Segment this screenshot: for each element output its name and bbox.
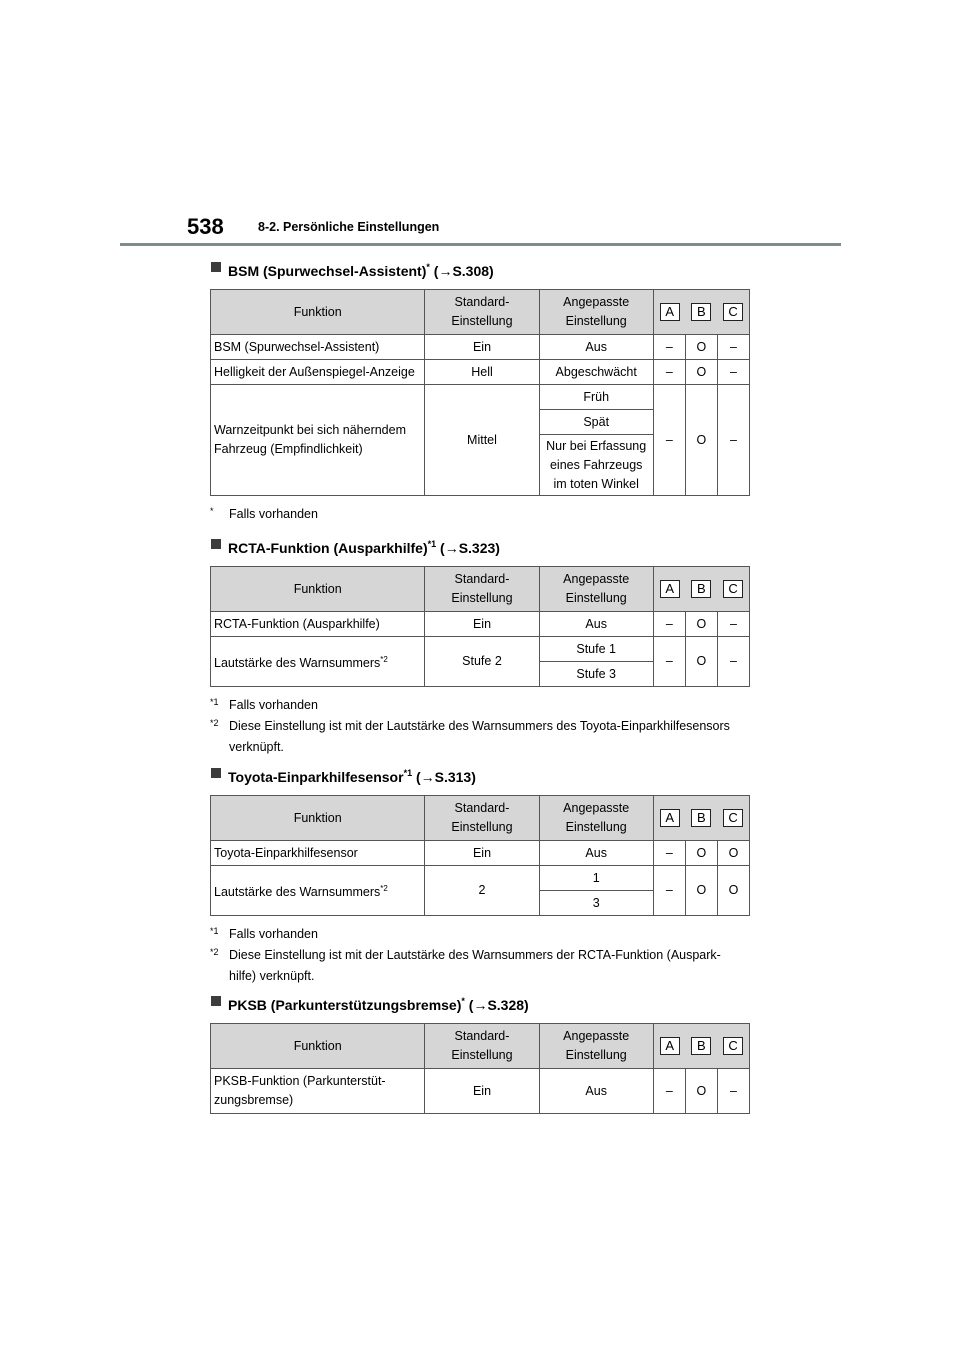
cell-a: – [653,360,685,385]
cell-a: – [653,385,685,496]
footnote-mark: * [426,262,430,272]
cell-custom: Früh [539,385,653,410]
header-standard: Standard- Einstellung [425,1024,539,1069]
table-row [211,612,750,637]
header-custom: Angepasste Einstellung [539,290,653,335]
cell-standard: Ein [425,612,539,637]
table-row [211,360,750,385]
cell-standard: 2 [425,866,539,916]
cell-a: – [653,1069,685,1114]
cell-function: PKSB-Funktion (Parkunterstüt- zungsbremse) [211,1069,425,1114]
cell-b: O [685,841,717,866]
cell-a: – [653,841,685,866]
header-standard: Standard- Einstellung [425,796,539,841]
section-title [210,533,770,555]
cell-a: – [653,335,685,360]
square-bullet-icon [211,262,221,272]
cell-c: O [717,866,749,916]
box-a-icon: A [660,303,680,321]
box-b-icon: B [691,303,711,321]
page-reference: (→S.313) [415,769,476,785]
cell-custom: Spät [539,410,653,435]
cell-function: Warnzeitpunkt bei sich näherndem Fahrzeug (Empfindlichkeit) [211,385,425,496]
cell-function: RCTA-Funktion (Ausparkhilfe) [211,612,425,637]
box-b-icon: B [691,809,711,827]
cell-standard: Ein [425,335,539,360]
cell-standard: Hell [425,360,539,385]
cell-custom: 1 [539,866,653,891]
box-b-icon: B [691,1037,711,1055]
cell-b: O [685,385,717,496]
page-number: 538 [187,214,224,239]
cell-function: Lautstärke des Warnsummers$^{*2}$ [211,637,425,687]
cell-function: BSM (Spurwechsel-Assistent) [211,335,425,360]
cell-custom: Abgeschwächt [539,360,653,385]
settings-table [210,566,750,687]
section-parking-sensor [210,762,770,987]
header-abc [653,796,749,841]
box-a-icon: A [660,580,680,598]
cell-b: O [685,866,717,916]
footnotes [210,695,770,758]
cell-b: O [685,1069,717,1114]
footnote: *2 Diese Einstellung ist mit der Lautstärke des Warnsummers der RCTA-Funktion (Auspark- hilfe) verknüpft. [210,947,721,983]
cell-custom: Aus [539,335,653,360]
table-row [211,866,750,891]
square-bullet-icon [211,539,221,549]
cell-c: – [717,612,749,637]
header-function: Funktion [211,567,425,612]
header-custom: Angepasste Einstellung [539,796,653,841]
box-b-icon: B [691,580,711,598]
header-custom: Angepasste Einstellung [539,1024,653,1069]
footnote: * Falls vorhanden [210,506,318,521]
header-function: Funktion [211,796,425,841]
cell-standard: Ein [425,841,539,866]
cell-custom: 3 [539,891,653,916]
cell-a: – [653,866,685,916]
settings-table [210,1023,750,1114]
cell-c: – [717,637,749,687]
cell-c: – [717,385,749,496]
footnote: *1 Falls vorhanden [210,697,318,712]
page-reference: (→S.323) [440,540,500,556]
section-title [210,762,770,784]
footnotes [210,924,770,987]
section-title-text: PKSB (Parkunterstützungsbremse) [228,997,462,1013]
cell-b: O [685,637,717,687]
cell-custom: Aus [539,1069,653,1114]
cell-c: – [717,360,749,385]
header-abc [653,1024,749,1069]
header-function: Funktion [211,1024,425,1069]
table-row [211,335,750,360]
section-bsm [210,256,770,525]
section-title [210,256,770,278]
table-row [211,385,750,410]
table-row [211,841,750,866]
footnote-mark: *1 [427,539,437,549]
cell-a: – [653,612,685,637]
page-reference: (→S.308) [433,263,494,279]
table-header-row [211,567,750,612]
table-row [211,1069,750,1114]
box-c-icon: C [723,303,743,321]
section-title [210,990,770,1012]
header-abc [653,290,749,335]
settings-table [210,289,750,496]
footnote: *2 Diese Einstellung ist mit der Lautstärke des Warnsummers des Toyota-Einparkhilfesensors verknüpft. [210,718,730,754]
footnote-mark: *1 [403,768,413,778]
box-c-icon: C [723,580,743,598]
cell-c: O [717,841,749,866]
cell-function: Helligkeit der Außenspiegel-Anzeige [211,360,425,385]
box-a-icon: A [660,809,680,827]
header-custom: Angepasste Einstellung [539,567,653,612]
section-rcta [210,533,770,758]
box-c-icon: C [723,809,743,827]
box-c-icon: C [723,1037,743,1055]
settings-table [210,795,750,916]
cell-custom: Aus [539,841,653,866]
cell-standard: Stufe 2 [425,637,539,687]
header-standard: Standard- Einstellung [425,290,539,335]
cell-standard: Mittel [425,385,539,496]
cell-standard: Ein [425,1069,539,1114]
section-pksb [210,990,770,1114]
table-header-row [211,290,750,335]
chapter-title: 8-2. Persönliche Einstellungen [258,220,440,234]
header-function: Funktion [211,290,425,335]
header-abc [653,567,749,612]
table-row [211,637,750,662]
cell-c: – [717,1069,749,1114]
square-bullet-icon [211,768,221,778]
cell-function: Toyota-Einparkhilfesensor [211,841,425,866]
footnotes [210,504,770,525]
footnote-mark: * [461,996,465,1006]
cell-custom: Nur bei Erfassung eines Fahrzeugs im toten Winkel [539,435,653,496]
footnote: *1 Falls vorhanden [210,926,318,941]
cell-function: Lautstärke des Warnsummers$^{*2}$ [211,866,425,916]
table-header-row [211,796,750,841]
cell-b: O [685,335,717,360]
cell-custom: Stufe 3 [539,662,653,687]
cell-b: O [685,360,717,385]
header-standard: Standard- Einstellung [425,567,539,612]
cell-c: – [717,335,749,360]
table-header-row [211,1024,750,1069]
section-title-text: RCTA-Funktion (Ausparkhilfe) [228,540,428,556]
cell-a: – [653,637,685,687]
section-title-text: Toyota-Einparkhilfesensor [228,769,404,785]
cell-custom: Stufe 1 [539,637,653,662]
cell-b: O [685,612,717,637]
square-bullet-icon [211,996,221,1006]
cell-custom: Aus [539,612,653,637]
page-reference: (→S.328) [468,997,529,1013]
header-rule [120,243,841,246]
section-title-text: BSM (Spurwechsel-Assistent) [228,263,427,279]
box-a-icon: A [660,1037,680,1055]
